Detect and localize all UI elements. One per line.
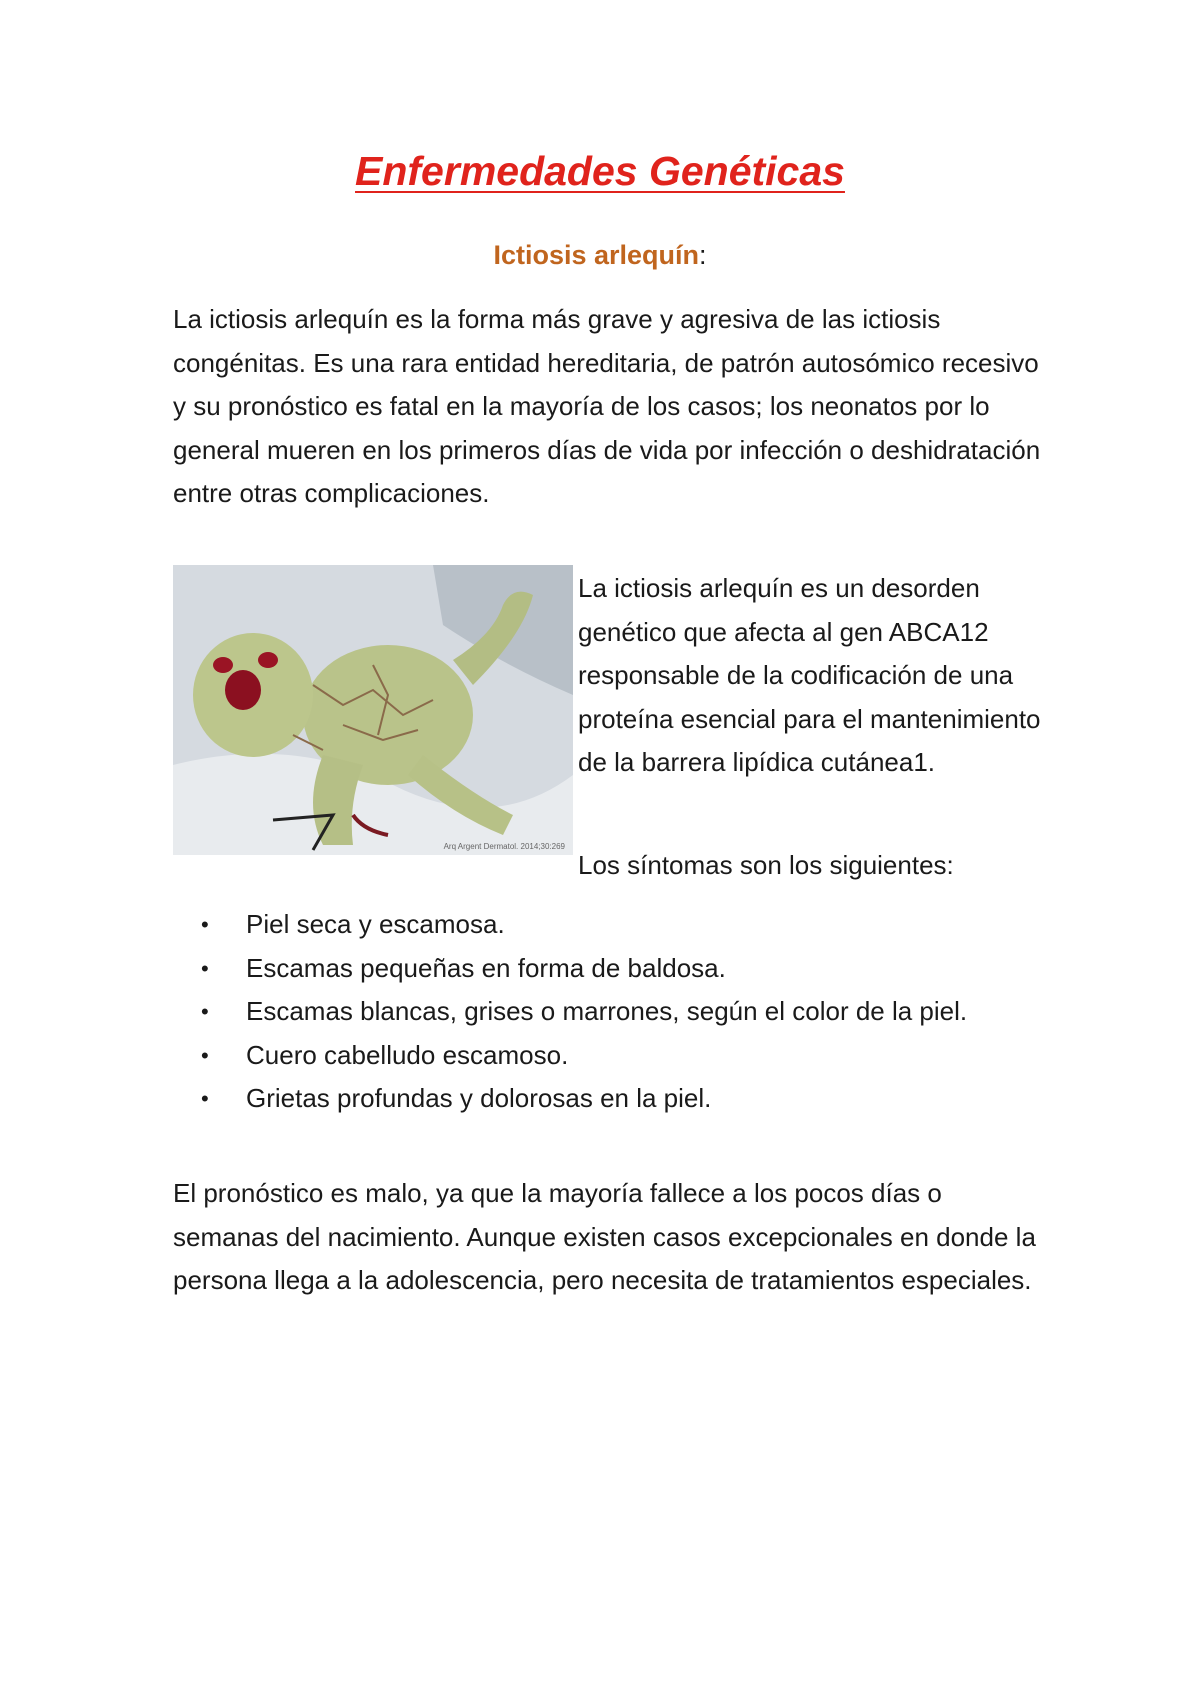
bullet-icon: • [201, 955, 209, 981]
patient-photo-illustration [173, 565, 573, 855]
section-heading-colon: : [699, 240, 707, 270]
section-heading-text: Ictiosis arlequín [493, 240, 700, 270]
symptoms-intro: Los síntomas son los siguientes: [578, 850, 954, 880]
bullet-icon: • [201, 1042, 209, 1068]
list-item [173, 1034, 1043, 1078]
photo-caption: Arq Argent Dermatol. 2014;30:269 [443, 842, 565, 851]
list-item [173, 1077, 1043, 1121]
patient-photo [173, 565, 573, 855]
symptom-text: Piel seca y escamosa. [246, 909, 505, 939]
section-heading [0, 240, 1200, 271]
gene-paragraph: La ictiosis arlequín es un desorden genético que afecta al gen ABCA12 responsable de la codificación de una proteína esencial para el mantenimiento de la barrera lipídica cutánea1. [578, 573, 1041, 777]
intro-paragraph: La ictiosis arlequín es la forma más grave y agresiva de las ictiosis congénitas. Es una rara entidad hereditaria, de patrón autosómico recesivo y su pronóstico es fatal en la mayoría de los casos; los neonatos por lo general mueren en los primeros días de vida por infección o deshidratación entre otras complicaciones. [173, 304, 1041, 508]
symptom-text: Cuero cabelludo escamoso. [246, 1039, 569, 1070]
list-item [173, 990, 1043, 1034]
list-item [173, 947, 1043, 991]
document-title: Enfermedades Genéticas [355, 148, 845, 194]
symptom-text: Grietas profundas y dolorosas en la piel. [246, 1083, 712, 1113]
bullet-icon: • [201, 999, 209, 1024]
prognosis-paragraph: El pronóstico es malo, ya que la mayoría fallece a los pocos días o semanas del nacimiento. Aunque existen casos excepcionales en donde la persona llega a la adolescencia, pero necesita de tratamientos especiales. [173, 1178, 1036, 1295]
symptoms-list [173, 903, 1043, 1121]
list-item [173, 903, 1043, 947]
bullet-icon: • [201, 912, 209, 937]
symptom-text: Escamas pequeñas en forma de baldosa. [246, 952, 726, 983]
symptom-text: Escamas blancas, grises o marrones, según el color de la piel. [246, 996, 968, 1026]
bullet-icon: • [201, 1086, 209, 1111]
